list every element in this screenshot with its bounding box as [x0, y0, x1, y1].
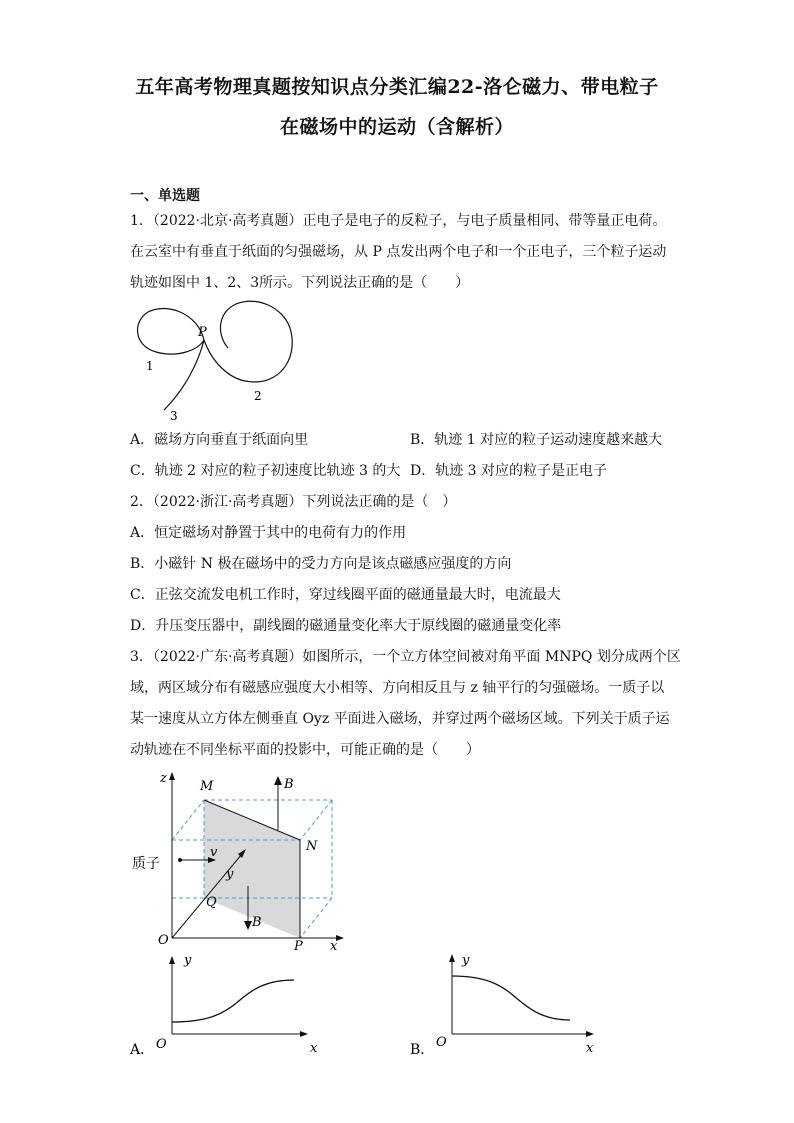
p-label: P: [294, 939, 303, 954]
graph-b-x-label: x: [586, 1041, 594, 1056]
graph-a-o-label: O: [156, 1037, 167, 1052]
b-top-label: B: [284, 777, 294, 792]
q3-stem-line-2: 域，两区域分布有磁感应强度大小相等、方向相反且与 z 轴平行的匀强磁场。一质子以: [130, 680, 665, 696]
graph-a-curve: [172, 980, 294, 1022]
q3-stem-line-3: 某一速度从立方体左侧垂直 Oyz 平面进入磁场，并穿过两个磁场区域。下列关于质子运: [130, 711, 670, 727]
q1-stem-line-3: 轨迹如图中 1、2、3所示。下列说法正确的是（ ）: [130, 275, 470, 291]
q1-stem-line-2: 在云室中有垂直于纸面的匀强磁场，从 P 点发出两个电子和一个正电子，三个粒子运动: [130, 244, 667, 260]
m-label: M: [200, 779, 214, 794]
proton-label: 质子: [132, 856, 160, 872]
q1-stem-line-1: 1．（2022·北京·高考真题）正电子是电子的反粒子，与电子质量相同、带等量正电荷。: [130, 213, 667, 229]
graph-b-o-label: O: [436, 1035, 447, 1050]
q3-stem-line-1: 3．（2022·广东·高考真题）如图所示，一个立方体空间被对角平面 MNPQ 划分成两个区: [130, 649, 681, 665]
z-label: z: [160, 771, 167, 786]
q2-option-a: A．恒定磁场对静置于其中的电荷有力的作用: [130, 525, 407, 541]
q3-graph-a: [128, 950, 318, 1062]
o-label: O: [158, 933, 169, 948]
graph-a-x-label: x: [310, 1041, 318, 1056]
graph-b-option-label: B．: [410, 1042, 435, 1058]
q3-cube-figure: [130, 770, 350, 956]
q2-option-b: B．小磁针 N 极在磁场中的受力方向是该点磁感应强度的方向: [130, 556, 512, 572]
trajectory-2: [204, 301, 292, 382]
page-title-line-2: 在磁场中的运动（含解析）: [279, 116, 514, 138]
q2-stem: 2．（2022·浙江·高考真题）下列说法正确的是（ ）: [130, 494, 457, 510]
q1-option-d: D．轨迹 3 对应的粒子是正电子: [410, 463, 608, 479]
trajectory-1-label: 1: [146, 359, 154, 373]
n-label: N: [306, 839, 318, 854]
q3-graph-b: [408, 946, 602, 1060]
q-label: Q: [206, 895, 217, 910]
trajectory-1: [138, 308, 204, 354]
q3-stem-line-4: 动轨迹在不同坐标平面的投影中，可能正确的是（ ）: [130, 742, 480, 758]
section-heading: 一、单选题: [130, 188, 200, 204]
q1-option-a: A．磁场方向垂直于纸面向里: [130, 432, 309, 448]
q1-trajectory-figure: [128, 298, 308, 422]
q1-option-b: B．轨迹 1 对应的粒子运动速度越来越大: [410, 432, 663, 448]
trajectory-3: [164, 340, 204, 410]
graph-b-curve: [452, 976, 570, 1020]
v-label: v: [210, 845, 218, 860]
trajectory-2-label: 2: [254, 389, 262, 403]
graph-b-y-label: y: [462, 953, 470, 968]
graph-a-y-label: y: [184, 953, 192, 968]
q1-option-c: C．轨迹 2 对应的粒子初速度比轨迹 3 的大: [130, 463, 401, 479]
q2-option-c: C．正弦交流发电机工作时，穿过线圈平面的磁通量最大时，电流最大: [130, 587, 561, 603]
point-p-label: P: [198, 325, 207, 340]
graph-a-option-label: A．: [130, 1042, 155, 1058]
q2-option-d: D．升压变压器中，副线圈的磁通量变化率大于原线圈的磁通量变化率: [130, 618, 562, 634]
b-bottom-label: B: [252, 915, 262, 930]
y-label: y: [226, 867, 234, 882]
page-title-line-1: 五年高考物理真题按知识点分类汇编22-洛仑磁力、带电粒子: [135, 76, 659, 98]
x-label: x: [330, 939, 338, 954]
trajectory-3-label: 3: [170, 409, 178, 422]
